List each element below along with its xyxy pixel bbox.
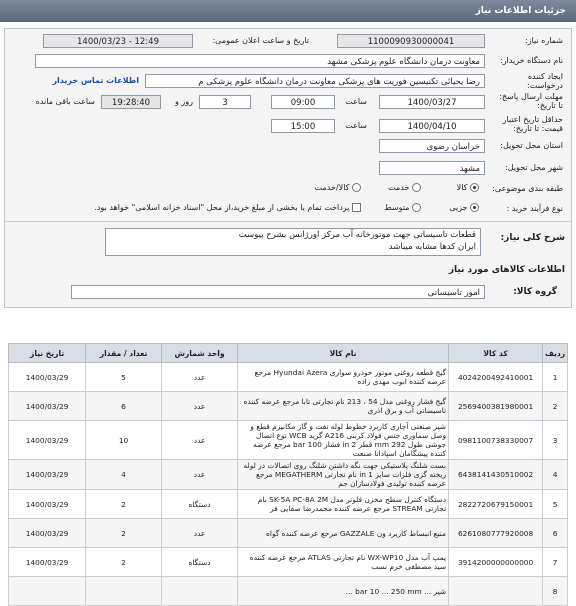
deadline-date-field: 1400/03/27 bbox=[379, 95, 485, 109]
cell-code: 6438141430510002 bbox=[449, 460, 543, 490]
cell-qty: 4 bbox=[86, 460, 162, 490]
cell-date: 1400/03/29 bbox=[9, 490, 86, 519]
page-title: جزئیات اطلاعات نیاز bbox=[475, 6, 566, 16]
cell-qty: 6 bbox=[86, 392, 162, 421]
cell-unit: عدد bbox=[161, 460, 237, 490]
treasury-checkbox-icon[interactable] bbox=[352, 203, 361, 212]
need-details-panel bbox=[4, 28, 572, 308]
need-number-label: شماره نیاز: bbox=[525, 36, 563, 45]
cell-row-number: 2 bbox=[543, 392, 568, 421]
cell-name: بست شلنگ پلاستیکی جهت نگه داشتن شلنگ روی اتصالات در لوله ریخته گری فلزات سایز 1 in نام تجارتی MEGATHERM مرجع عرضه کننده تولیدی فولادسازان جم bbox=[238, 460, 449, 490]
announce-field: 1400/03/23 - 12:49 bbox=[43, 34, 193, 48]
deadline-label: مهلت ارسال پاسخ: تا تاریخ: bbox=[499, 92, 563, 110]
table-row[interactable] bbox=[9, 392, 568, 421]
goods-group-label: گروه کالا: bbox=[513, 287, 557, 297]
summary-line-2: ایران کدها مشابه میباشد bbox=[388, 242, 476, 252]
cell-name: شیر صنعتی آچاری کاربرد خطوط لوله نفت و گاز مکانیزم قطع و وصل سماوری جنس فولاد کربنی A216 گرید WCB نوع اتصال جوشی طول 292 mm قطر 2 in فشار 100 bar مرجع عرضه کننده پیشگامان اسپادانا صنعت bbox=[238, 421, 449, 460]
cell-code: 4024200492410001 bbox=[449, 363, 543, 392]
validity-time-label: ساعت bbox=[345, 121, 367, 130]
remaining-label: ساعت باقی مانده bbox=[35, 97, 95, 106]
page-title-bar bbox=[0, 0, 576, 22]
table-row[interactable] bbox=[9, 421, 568, 460]
cell-unit: دستگاه bbox=[161, 548, 237, 577]
process-label: نوع فرآیند خرید : bbox=[506, 204, 563, 213]
cell-code: 2822720679150001 bbox=[449, 490, 543, 519]
cell-name: پمپ آب مدل WX-WP10 نام تجارتی ATLAS مرجع عرضه کننده سید مصطفی خرم نسب bbox=[238, 548, 449, 577]
radio-both-icon[interactable] bbox=[352, 183, 361, 192]
cell-row-number: 4 bbox=[543, 460, 568, 490]
cell-row-number: 5 bbox=[543, 490, 568, 519]
cell-qty: 2 bbox=[86, 519, 162, 548]
radio-minor-icon[interactable] bbox=[470, 203, 479, 212]
validity-label: حداقل تاریخ اعتبار قیمت: تا تاریخ: bbox=[502, 115, 563, 133]
need-number-field: 1100090930000041 bbox=[337, 34, 485, 48]
cell-name: دستگاه کنترل سطح مخزن فلوتر مدل SK-5A PC-8A 2M نام تجارتی STREAM مرجع عرضه کننده محمدرضا صفایی فر bbox=[238, 490, 449, 519]
remaining-time-field: 19:28:40 bbox=[101, 95, 161, 109]
province-field: خراسان رضوی bbox=[379, 139, 485, 153]
cell-qty: 5 bbox=[86, 363, 162, 392]
validity-time-field: 15:00 bbox=[271, 119, 335, 133]
cell-unit: عدد bbox=[161, 421, 237, 460]
goods-section-title: اطلاعات کالاهای مورد نیاز bbox=[448, 265, 565, 275]
cell-name: شیر ... bar 10 ... 250 mm ... bbox=[238, 577, 449, 606]
category-option-goods[interactable]: کالا bbox=[457, 183, 479, 192]
cell-name: منبع انبساط کاربرد ون GAZZALE مرجع عرضه کننده گواه bbox=[238, 519, 449, 548]
cell-code: 3914200000000000 bbox=[449, 548, 543, 577]
category-option-service[interactable]: خدمت bbox=[388, 183, 421, 192]
radio-goods-icon[interactable] bbox=[470, 183, 479, 192]
days-field: 3 bbox=[199, 95, 251, 109]
radio-service-icon[interactable] bbox=[412, 183, 421, 192]
divider bbox=[5, 221, 571, 222]
table-row[interactable] bbox=[9, 490, 568, 519]
cell-unit: دستگاه bbox=[161, 490, 237, 519]
deadline-time-field: 09:00 bbox=[271, 95, 335, 109]
cell-qty: 2 bbox=[86, 548, 162, 577]
goods-table bbox=[8, 343, 568, 606]
city-label: شهر محل تحویل: bbox=[505, 163, 563, 172]
treasury-payment-option[interactable]: پرداخت تمام یا بخشی از مبلغ خرید،از محل "اسناد خزانه اسلامی" خواهد بود. bbox=[94, 203, 361, 212]
announce-label: تاریخ و ساعت اعلان عمومی: bbox=[212, 36, 309, 45]
summary-line-1: قطعات تاسیساتی جهت موتورخانه آب مرکز اورژانس بشرح پیوست bbox=[238, 230, 476, 240]
cell-unit: عدد bbox=[161, 392, 237, 421]
cell-date: 1400/03/29 bbox=[9, 519, 86, 548]
category-label: طبقه بندی موضوعی: bbox=[492, 184, 563, 193]
category-option-both[interactable]: کالا/خدمت bbox=[315, 183, 361, 192]
city-field: مشهد bbox=[379, 161, 485, 175]
cell-date bbox=[9, 577, 86, 606]
cell-row-number: 6 bbox=[543, 519, 568, 548]
radio-medium-icon[interactable] bbox=[412, 203, 421, 212]
col-unit: واحد شمارش bbox=[161, 344, 237, 363]
cell-qty: 10 bbox=[86, 421, 162, 460]
cell-row-number: 7 bbox=[543, 548, 568, 577]
cell-row-number: 8 bbox=[543, 577, 568, 606]
cell-date: 1400/03/29 bbox=[9, 392, 86, 421]
table-row[interactable] bbox=[9, 460, 568, 490]
table-header-row bbox=[9, 344, 568, 363]
cell-qty: 2 bbox=[86, 490, 162, 519]
creator-field: رضا یحیائی تکنیسین فوریت های پزشکی معاونت درمان دانشگاه علوم پزشکی م bbox=[145, 74, 485, 88]
contact-info-link[interactable]: اطلاعات تماس خریدار bbox=[52, 76, 139, 85]
cell-date: 1400/03/29 bbox=[9, 363, 86, 392]
col-qty: تعداد / مقدار bbox=[86, 344, 162, 363]
summary-field bbox=[105, 228, 481, 256]
col-row-number: ردیف bbox=[543, 344, 568, 363]
cell-qty bbox=[86, 577, 162, 606]
cell-date: 1400/03/29 bbox=[9, 548, 86, 577]
cell-unit: عدد bbox=[161, 363, 237, 392]
cell-date: 1400/03/29 bbox=[9, 460, 86, 490]
table-row[interactable] bbox=[9, 363, 568, 392]
cell-unit: عدد bbox=[161, 519, 237, 548]
buyer-field: معاونت درمان دانشگاه علوم پزشکی مشهد bbox=[35, 54, 485, 68]
col-date: تاریخ نیاز bbox=[9, 344, 86, 363]
cell-code: 0981100738330007 bbox=[449, 421, 543, 460]
cell-name: گیج فشار روغنی مدل 54 ، 213 نام تجارتی تابا مرجع عرضه کننده تاسیساتی آب و برق اذری bbox=[238, 392, 449, 421]
validity-date-field: 1400/04/10 bbox=[379, 119, 485, 133]
table-row[interactable] bbox=[9, 577, 568, 606]
cell-name: گیج قطعه روغنی موتور خودرو سواری Hyundai Azera مرجع عرضه کننده ابوب مهدی زاده bbox=[238, 363, 449, 392]
process-option-medium[interactable]: متوسط bbox=[384, 203, 421, 212]
province-label: استان محل تحویل: bbox=[500, 141, 563, 150]
table-row[interactable] bbox=[9, 519, 568, 548]
col-code: کد کالا bbox=[449, 344, 543, 363]
col-name: نام کالا bbox=[238, 344, 449, 363]
goods-group-field: امور تاسیساتی bbox=[71, 285, 485, 299]
cell-unit bbox=[161, 577, 237, 606]
cell-code: 2569400381980001 bbox=[449, 392, 543, 421]
process-option-minor[interactable]: جزیی bbox=[449, 203, 479, 212]
cell-code bbox=[449, 577, 543, 606]
cell-row-number: 1 bbox=[543, 363, 568, 392]
summary-label: شرح کلی نیاز: bbox=[500, 233, 565, 243]
days-label: روز و bbox=[175, 97, 193, 106]
deadline-time-label: ساعت bbox=[345, 97, 367, 106]
cell-row-number: 3 bbox=[543, 421, 568, 460]
cell-date: 1400/03/29 bbox=[9, 421, 86, 460]
cell-code: 6261080777920008 bbox=[449, 519, 543, 548]
buyer-label: نام دستگاه خریدار: bbox=[500, 56, 563, 65]
creator-label: ایجاد کننده درخواست: bbox=[527, 72, 563, 90]
table-row[interactable] bbox=[9, 548, 568, 577]
